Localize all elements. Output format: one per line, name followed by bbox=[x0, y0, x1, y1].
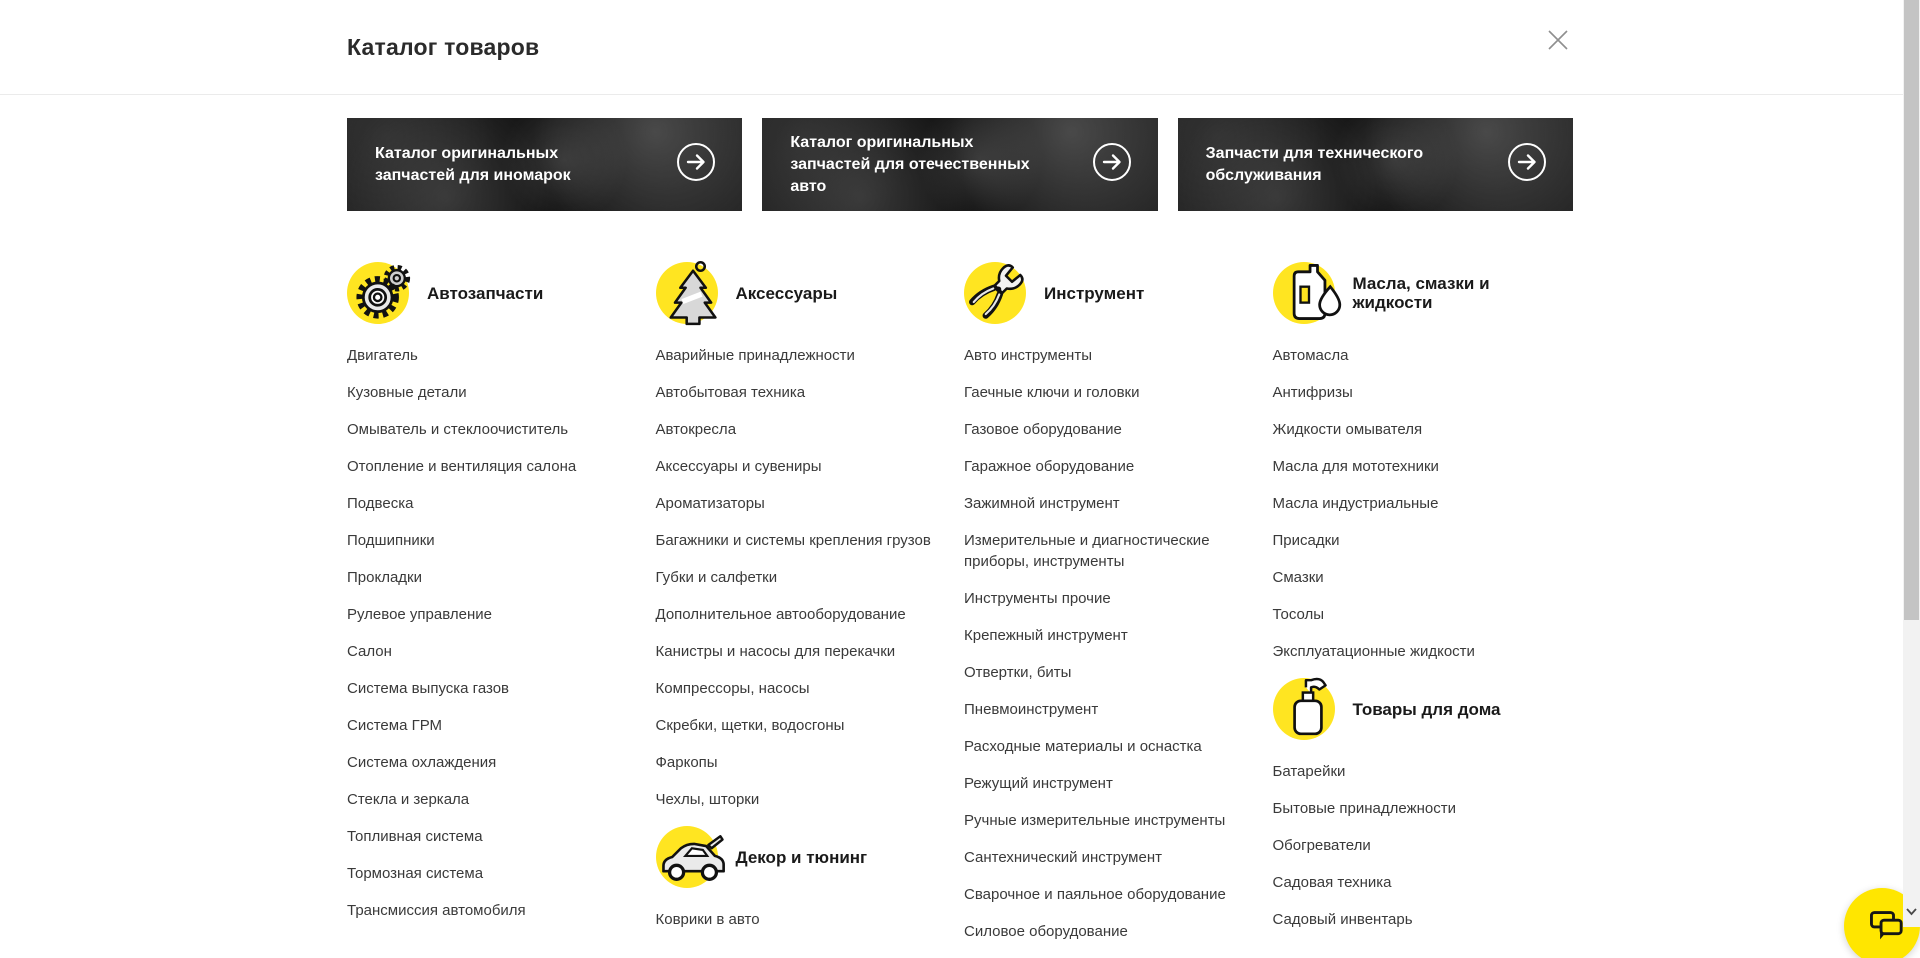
category-link[interactable]: Топливная система bbox=[347, 828, 483, 845]
catalog-modal-header bbox=[0, 0, 1920, 95]
category-link[interactable]: Режущий инструмент bbox=[964, 775, 1113, 792]
pliers-icon bbox=[964, 262, 1026, 324]
category-link[interactable]: Масла для мототехники bbox=[1272, 458, 1439, 475]
section-header[interactable] bbox=[656, 262, 949, 324]
category-link[interactable]: Эксплуатационные жидкости bbox=[1272, 643, 1475, 660]
section-title: Масла, смазки и жидкости bbox=[1352, 274, 1490, 312]
category-link[interactable]: Расходные материалы и оснастка bbox=[964, 738, 1202, 755]
category-link[interactable]: Жидкости омывателя bbox=[1272, 421, 1423, 438]
section-title: Инструмент bbox=[1044, 283, 1145, 303]
category-link[interactable]: Фаркопы bbox=[655, 754, 718, 771]
catalog-column bbox=[1273, 262, 1574, 958]
category-link[interactable]: Отвертки, биты bbox=[964, 664, 1072, 681]
category-list bbox=[347, 345, 640, 921]
catalog-section bbox=[347, 262, 640, 921]
category-link[interactable]: Крепежный инструмент bbox=[964, 627, 1128, 644]
category-link[interactable]: Зажимной инструмент bbox=[964, 495, 1120, 512]
category-list bbox=[1273, 345, 1566, 662]
category-link[interactable]: Подвеска bbox=[347, 495, 414, 512]
category-link[interactable]: Пневмоинструмент bbox=[964, 701, 1099, 718]
category-link[interactable]: Чехлы, шторки bbox=[655, 791, 760, 808]
oil-canister-icon bbox=[1273, 262, 1335, 324]
category-link[interactable]: Компрессоры, насосы bbox=[655, 680, 810, 697]
category-link[interactable]: Смазки bbox=[1272, 569, 1324, 586]
category-link[interactable]: Система выпуска газов bbox=[347, 680, 510, 697]
category-link[interactable]: Антифризы bbox=[1272, 384, 1353, 401]
category-link[interactable]: Бытовые принадлежности bbox=[1272, 800, 1456, 817]
category-link[interactable]: Губки и салфетки bbox=[655, 569, 778, 586]
arrow-right-circle-icon bbox=[1507, 142, 1547, 187]
close-button[interactable] bbox=[1543, 26, 1573, 56]
category-link[interactable]: Багажники и системы крепления грузов bbox=[655, 532, 931, 549]
section-header[interactable] bbox=[656, 826, 949, 888]
category-link[interactable]: Рулевое управление bbox=[347, 606, 492, 623]
banner-title: Каталог оригинальных запчастей для иномарок bbox=[375, 144, 571, 184]
category-list bbox=[1273, 761, 1566, 930]
category-link[interactable]: Ароматизаторы bbox=[655, 495, 765, 512]
category-link[interactable]: Тормозная система bbox=[347, 865, 484, 882]
category-link[interactable]: Автобытовая техника bbox=[655, 384, 806, 401]
category-link[interactable]: Канистры и насосы для перекачки bbox=[655, 643, 896, 660]
banner-card[interactable] bbox=[347, 118, 742, 211]
catalog-column bbox=[656, 262, 957, 958]
category-link[interactable]: Дополнительное автооборудование bbox=[655, 606, 906, 623]
arrow-right-circle-icon bbox=[676, 142, 716, 187]
chevron-down-icon[interactable] bbox=[1905, 904, 1918, 922]
category-link[interactable]: Масла индустриальные bbox=[1272, 495, 1439, 512]
section-header[interactable] bbox=[1273, 678, 1566, 740]
category-link[interactable]: Тосолы bbox=[1272, 606, 1325, 623]
category-link[interactable]: Инструменты прочие bbox=[964, 590, 1111, 607]
category-link[interactable]: Садовая техника bbox=[1272, 874, 1392, 891]
category-list bbox=[656, 345, 949, 810]
category-link[interactable]: Сварочное и паяльное оборудование bbox=[964, 886, 1226, 903]
banner-title: Запчасти для технического обслуживания bbox=[1205, 144, 1424, 184]
section-header[interactable] bbox=[1273, 262, 1566, 324]
category-link[interactable]: Батарейки bbox=[1272, 763, 1346, 780]
catalog-section bbox=[964, 262, 1257, 942]
section-header[interactable] bbox=[347, 262, 640, 324]
category-link[interactable]: Омыватель и стеклоочиститель bbox=[347, 421, 569, 438]
banner-card[interactable] bbox=[762, 118, 1157, 211]
catalog-section bbox=[656, 826, 949, 930]
catalog-section bbox=[656, 262, 949, 810]
category-link[interactable]: Стекла и зеркала bbox=[347, 791, 470, 808]
category-list bbox=[964, 345, 1257, 942]
category-link[interactable]: Автокресла bbox=[655, 421, 737, 438]
category-link[interactable]: Гаражное оборудование bbox=[964, 458, 1135, 475]
banner-card[interactable] bbox=[1178, 118, 1573, 211]
arrow-right-circle-icon bbox=[1092, 142, 1132, 187]
chat-bubbles-icon bbox=[1859, 902, 1905, 951]
air-freshener-tree-icon bbox=[656, 262, 718, 324]
catalog-columns bbox=[347, 262, 1573, 958]
category-link[interactable]: Салон bbox=[347, 643, 392, 660]
page-title: Каталог товаров bbox=[347, 33, 540, 60]
category-link[interactable]: Коврики в авто bbox=[655, 911, 760, 928]
car-icon bbox=[656, 826, 718, 888]
category-link[interactable]: Сантехнический инструмент bbox=[964, 849, 1162, 866]
category-link[interactable]: Аварийные принадлежности bbox=[655, 347, 855, 364]
category-link[interactable]: Присадки bbox=[1272, 532, 1340, 549]
category-link[interactable]: Кузовные детали bbox=[347, 384, 467, 401]
category-link[interactable]: Обогреватели bbox=[1272, 837, 1371, 854]
category-list bbox=[656, 909, 949, 930]
category-link[interactable]: Прокладки bbox=[347, 569, 422, 586]
scrollbar-thumb[interactable] bbox=[1904, 0, 1919, 620]
category-link[interactable]: Авто инструменты bbox=[964, 347, 1092, 364]
close-icon bbox=[1544, 42, 1572, 57]
section-title: Аксессуары bbox=[735, 283, 838, 303]
category-link[interactable]: Садовый инвентарь bbox=[1272, 911, 1413, 928]
category-link[interactable]: Силовое оборудование bbox=[964, 923, 1128, 940]
catalog-section bbox=[1273, 262, 1566, 662]
category-link[interactable]: Трансмиссия автомобиля bbox=[347, 902, 526, 919]
gear-icon bbox=[347, 262, 409, 324]
banner-title: Каталог оригинальных запчастей для отечественных авто bbox=[790, 133, 1030, 195]
catalog-column bbox=[964, 262, 1265, 958]
category-link[interactable]: Автомасла bbox=[1272, 347, 1349, 364]
catalog-section bbox=[1273, 678, 1566, 930]
category-link[interactable]: Подшипники bbox=[347, 532, 435, 549]
category-link[interactable]: Система охлаждения bbox=[347, 754, 497, 771]
category-link[interactable]: Двигатель bbox=[347, 347, 418, 364]
banner-row bbox=[347, 118, 1573, 211]
category-link[interactable]: Гаечные ключи и головки bbox=[964, 384, 1140, 401]
section-title: Товары для дома bbox=[1352, 699, 1501, 719]
category-link[interactable]: Газовое оборудование bbox=[964, 421, 1122, 438]
category-link[interactable]: Ручные измерительные инструменты bbox=[964, 812, 1226, 829]
section-header[interactable] bbox=[964, 262, 1257, 324]
section-title: Декор и тюнинг bbox=[735, 847, 868, 867]
category-link[interactable]: Измерительные и диагностические приборы, инструменты bbox=[964, 532, 1210, 570]
category-link[interactable]: Аксессуары и сувениры bbox=[655, 458, 822, 475]
section-title: Автозапчасти bbox=[427, 283, 544, 303]
page-scrollbar[interactable] bbox=[1903, 0, 1920, 927]
category-link[interactable]: Скребки, щетки, водосгоны bbox=[655, 717, 845, 734]
category-link[interactable]: Отопление и вентиляция салона bbox=[347, 458, 577, 475]
dispenser-bottle-icon bbox=[1273, 678, 1335, 740]
catalog-column bbox=[347, 262, 648, 958]
category-link[interactable]: Система ГРМ bbox=[347, 717, 443, 734]
